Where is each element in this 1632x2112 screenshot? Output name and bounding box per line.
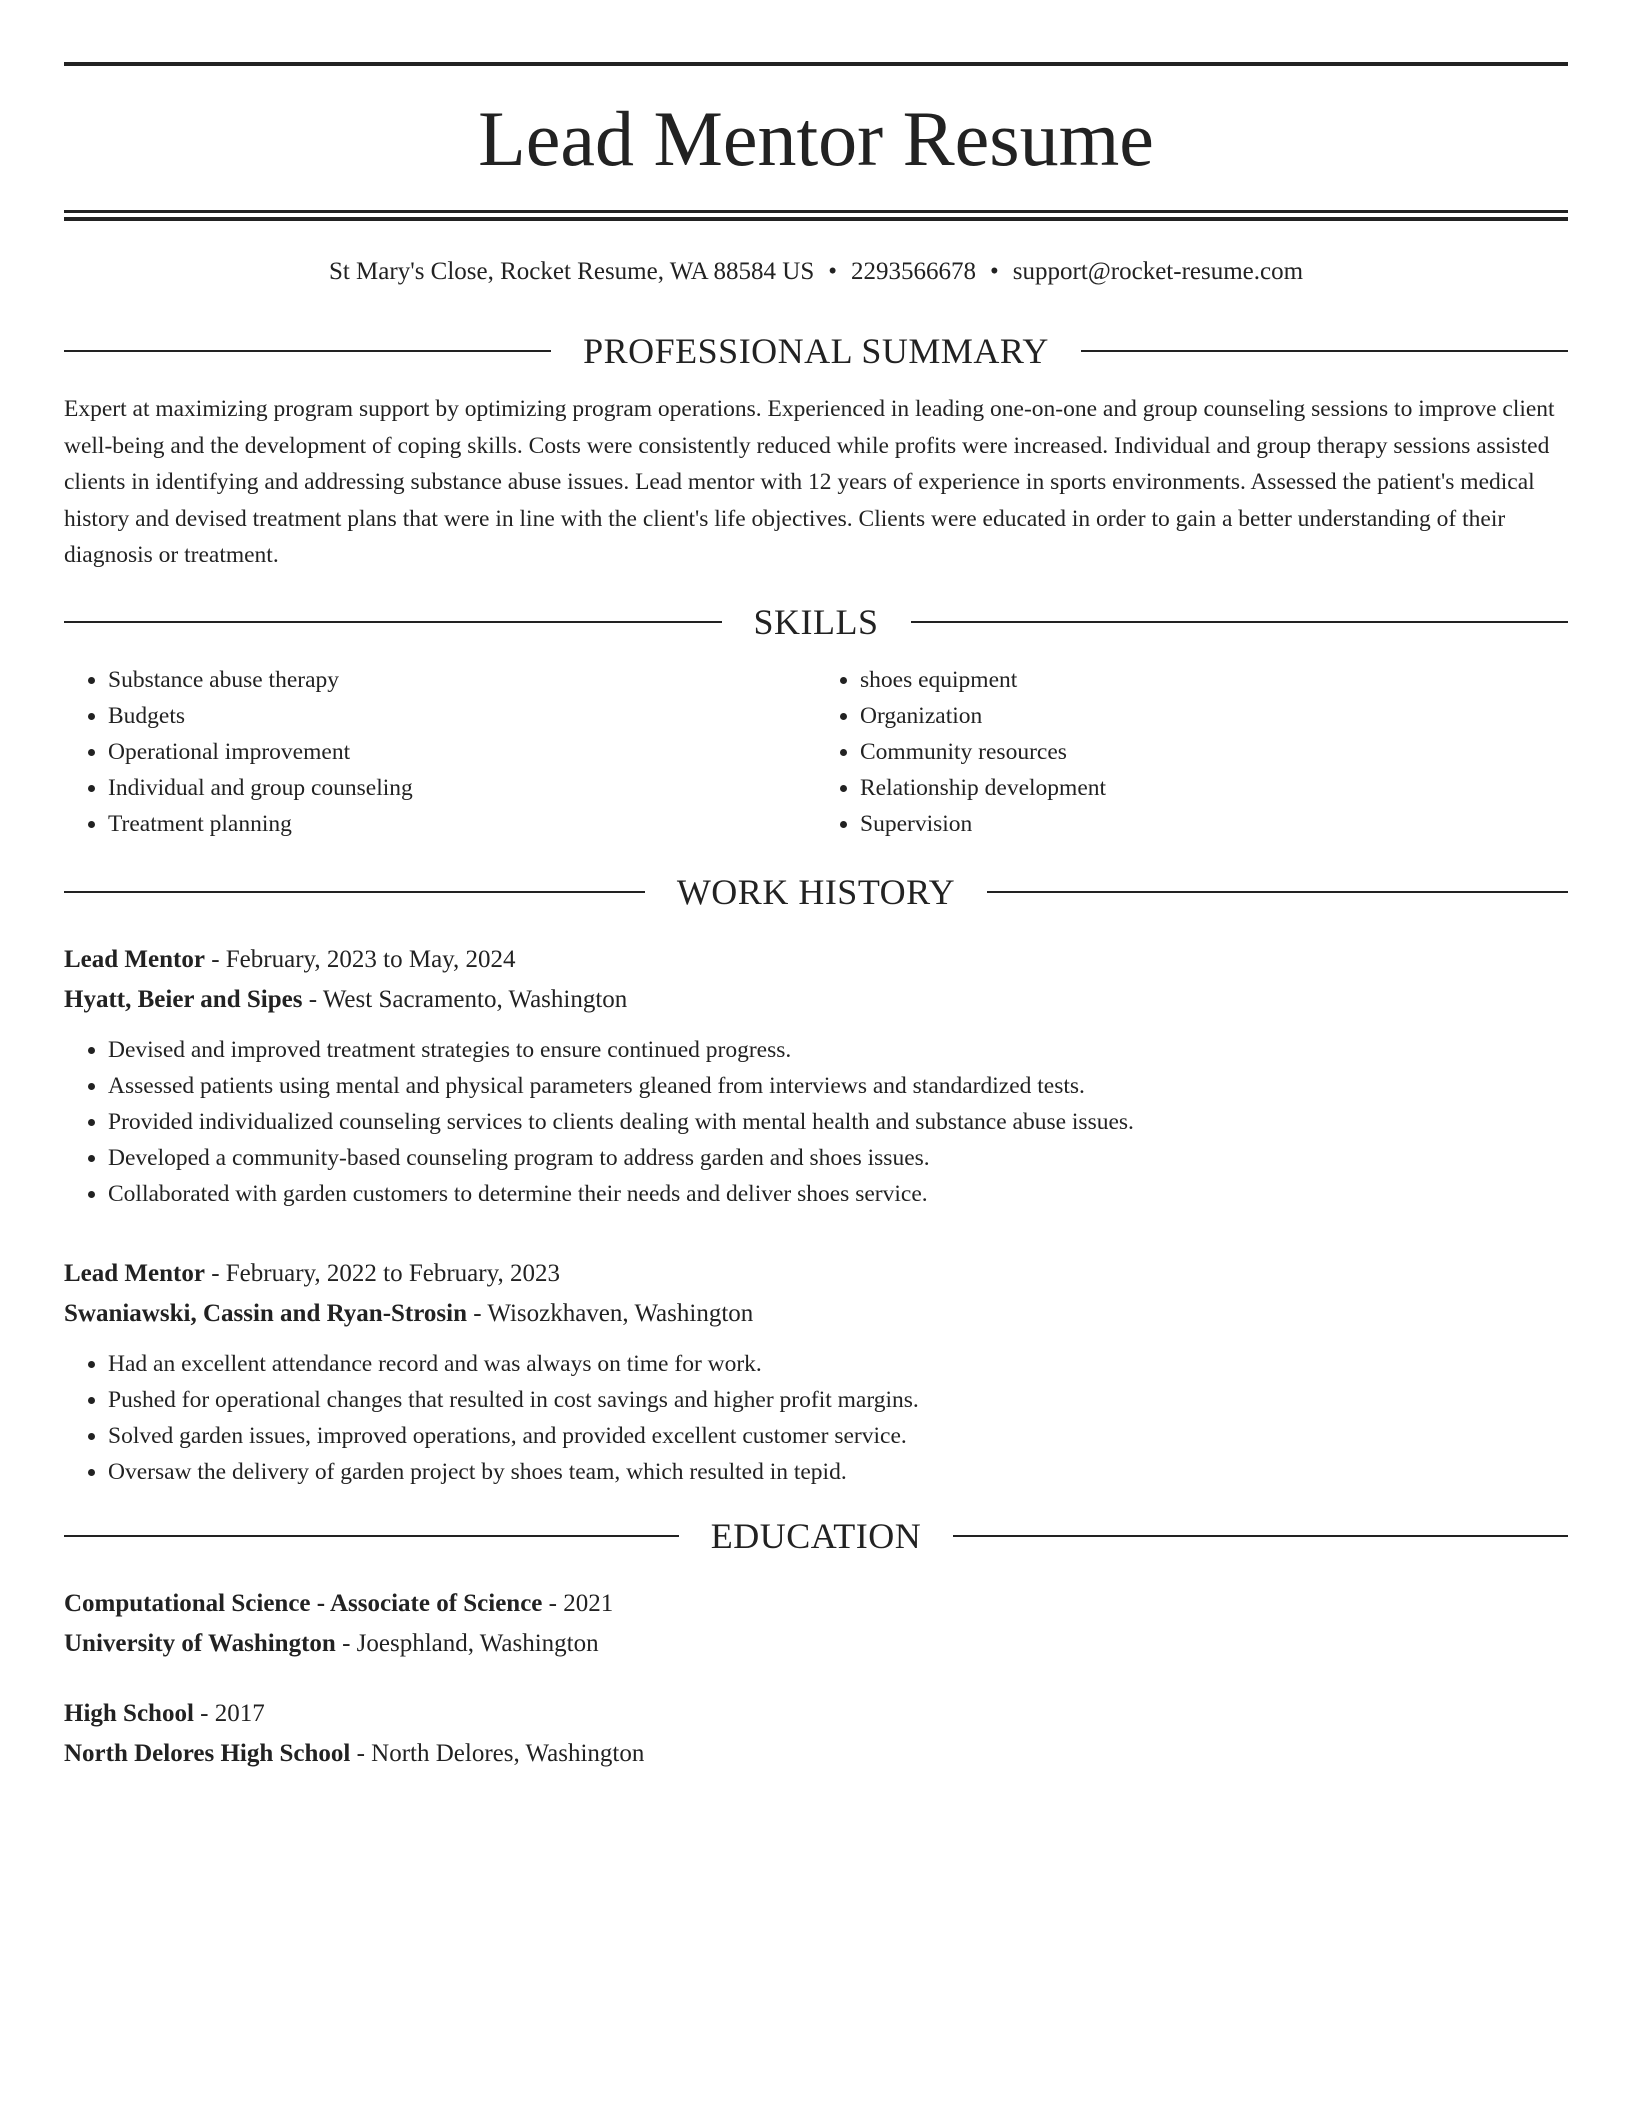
job-dates: - February, 2022 to February, 2023 (204, 1259, 560, 1287)
contact-email: support@rocket-resume.com (1012, 258, 1304, 285)
title-double-rule (64, 210, 1568, 221)
job-bullet: • Provided individualized counseling services to clients dealing with mental health and substance abuse issues. (108, 1104, 1568, 1140)
contact-phone: 2293566678 (851, 258, 976, 285)
job-bullet: • Developed a community-based counseling program to address garden and shoes issues. (108, 1140, 1568, 1176)
skills-list (64, 662, 1568, 842)
skill-item: • Supervision (860, 806, 1568, 842)
section-heading-skills (64, 601, 1568, 642)
heading-rule-right (1081, 350, 1568, 352)
job-entry (64, 1254, 1568, 1490)
job-title: Lead Mentor (64, 1259, 205, 1287)
heading-rule-right (987, 891, 1568, 893)
education-school-line (64, 1624, 1568, 1664)
heading-rule-left (64, 621, 722, 623)
education-school: University of Washington (64, 1629, 336, 1657)
job-bullets (64, 1032, 1568, 1212)
heading-rule-left (64, 1535, 679, 1537)
section-heading-education (64, 1515, 1568, 1556)
education-year: - 2021 (542, 1589, 614, 1617)
job-title-line (64, 1254, 1568, 1294)
skill-item: • Treatment planning (108, 806, 816, 842)
job-company: Hyatt, Beier and Sipes (64, 985, 303, 1013)
job-title: Lead Mentor (64, 945, 205, 973)
job-company-line (64, 1294, 1568, 1334)
job-bullet: • Collaborated with garden customers to determine their needs and deliver shoes service. (108, 1176, 1568, 1212)
education-entry (64, 1694, 1568, 1774)
skill-item: • Operational improvement (108, 734, 816, 770)
skill-item: • Relationship development (860, 770, 1568, 806)
heading-label: WORK HISTORY (676, 871, 956, 912)
contact-separator: • (828, 258, 837, 285)
skills-column-right (816, 662, 1568, 842)
job-dates: - February, 2023 to May, 2024 (204, 945, 516, 973)
heading-label: SKILLS (753, 601, 879, 642)
skill-item: • Organization (860, 698, 1568, 734)
skill-item: • Substance abuse therapy (108, 662, 816, 698)
heading-label: PROFESSIONAL SUMMARY (583, 331, 1049, 371)
skills-column-left (64, 662, 816, 842)
education-degree: High School (64, 1699, 194, 1727)
job-bullet: • Oversaw the delivery of garden project by shoes team, which resulted in tepid. (108, 1454, 1568, 1490)
heading-rule-left (64, 891, 645, 893)
education-degree: Computational Science - Associate of Science (64, 1589, 543, 1617)
summary-text: Expert at maximizing program support by optimizing program operations. Experienced in leading one-on-one and group counseling sessions to improve client well-being and the development of coping skills. Costs were consistently reduced while profits were increased. Individual and group therapy sessions assisted clients in identifying and addressing substance abuse issues. Lead mentor with 12 years of experience in sports environments. Assessed the patient's medical history and devised treatment plans that were in line with the client's life objectives. Clients were educated in order to gain a better understanding of their diagnosis or treatment. (64, 396, 1555, 568)
contact-separator: • (990, 258, 999, 285)
education-location: - North Delores, Washington (350, 1739, 645, 1767)
skill-item: • Community resources (860, 734, 1568, 770)
education-school: North Delores High School (64, 1739, 351, 1767)
job-company-line (64, 980, 1568, 1020)
job-bullet: • Assessed patients using mental and physical parameters gleaned from interviews and standardized tests. (108, 1068, 1568, 1104)
job-location: - West Sacramento, Washington (302, 985, 628, 1013)
job-location: - Wisozkhaven, Washington (466, 1299, 754, 1327)
resume-title: Lead Mentor Resume (478, 95, 1154, 182)
job-entry (64, 940, 1568, 1212)
job-bullet: • Pushed for operational changes that resulted in cost savings and higher profit margins. (108, 1382, 1568, 1418)
top-rule (64, 62, 1568, 66)
heading-rule-left (64, 350, 551, 352)
contact-line (64, 257, 1568, 287)
education-school-line (64, 1734, 1568, 1774)
education-degree-line (64, 1694, 1568, 1734)
heading-rule-right (953, 1535, 1568, 1537)
skill-item: • shoes equipment (860, 662, 1568, 698)
job-company: Swaniawski, Cassin and Ryan-Strosin (64, 1299, 467, 1327)
heading-rule-right (911, 621, 1569, 623)
section-heading-summary (64, 333, 1568, 369)
education-entry (64, 1584, 1568, 1664)
job-title-line (64, 940, 1568, 980)
education-year: - 2017 (193, 1699, 265, 1727)
section-heading-work (64, 871, 1568, 912)
job-bullet: • Devised and improved treatment strategies to ensure continued progress. (108, 1032, 1568, 1068)
skill-item: • Budgets (108, 698, 816, 734)
job-bullet: • Solved garden issues, improved operations, and provided excellent customer service. (108, 1418, 1568, 1454)
contact-address: St Mary's Close, Rocket Resume, WA 88584 US (328, 258, 815, 285)
heading-label: EDUCATION (710, 1515, 922, 1556)
education-location: - Joesphland, Washington (335, 1629, 599, 1657)
job-bullets (64, 1346, 1568, 1490)
job-bullet: • Had an excellent attendance record and was always on time for work. (108, 1346, 1568, 1382)
education-degree-line (64, 1584, 1568, 1624)
skill-item: • Individual and group counseling (108, 770, 816, 806)
